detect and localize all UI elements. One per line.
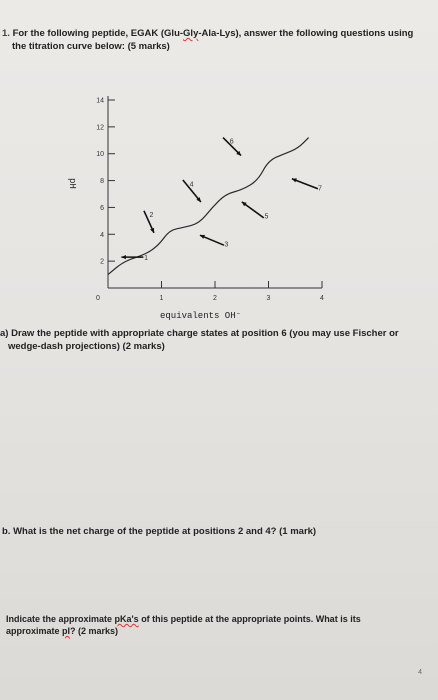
question-1-text-b: -Ala-Lys), answer the following questions using	[198, 28, 414, 39]
position-label-2: 2	[149, 212, 154, 220]
pi-word: pI	[62, 626, 71, 636]
question-c-text-d: ? (2 marks)	[70, 626, 119, 636]
x-tick-label: 2	[213, 295, 217, 302]
y-tick-label: 6	[100, 204, 104, 212]
y-axis-label: pH	[67, 178, 77, 189]
question-number: 1.	[2, 28, 10, 39]
position-label-6: 6	[229, 138, 234, 146]
position-label-1: 1	[144, 255, 149, 263]
y-tick-label: 14	[96, 97, 104, 105]
x-tick-label: 4	[320, 295, 324, 302]
question-a-text: Draw the peptide with appropriate charge states at position 6 (you may use Fischer or	[11, 328, 399, 339]
question-1-text-a: For the following peptide, EGAK (Glu-	[12, 28, 184, 39]
question-1-line-2: the titration curve below: (5 marks)	[12, 41, 170, 52]
position-label-4: 4	[189, 181, 194, 189]
y-tick-label: 12	[96, 124, 104, 132]
x-tick-label: 0	[96, 295, 100, 302]
position-label-3: 3	[224, 241, 229, 249]
chart-curve-layer	[108, 138, 309, 275]
page-number: 4	[418, 669, 422, 676]
question-b-text: What is the net charge of the peptide at positions 2 and 4? (1 mark)	[13, 526, 317, 537]
position-label-5: 5	[264, 213, 269, 221]
x-tick-label: 3	[266, 295, 271, 302]
x-axis-label: equivalents OH⁻	[160, 311, 242, 321]
question-c-text-c: approximate	[6, 626, 63, 636]
position-arrowhead-1	[121, 255, 126, 259]
question-a-marker: a)	[0, 328, 9, 339]
pkas-word: pKa's	[114, 614, 139, 624]
question-c-line-2	[6, 625, 118, 637]
y-tick-label: 4	[100, 231, 104, 239]
question-b-marker: b.	[2, 526, 11, 537]
question-a-line-2: wedge-dash projections) (2 marks)	[8, 341, 165, 352]
question-c-line-1	[6, 613, 361, 625]
question-c-text-a: Indicate the approximate	[6, 614, 115, 624]
titration-curve-chart	[0, 0, 438, 330]
gly-word: Gly	[183, 28, 199, 39]
x-tick-label: 1	[159, 295, 164, 302]
position-label-7: 7	[317, 185, 322, 193]
chart-ticks	[96, 98, 324, 303]
titration-curve-line	[108, 138, 309, 275]
y-tick-label: 10	[96, 151, 104, 159]
y-tick-label: 8	[100, 178, 104, 186]
chart-axes	[108, 96, 322, 288]
question-a-line-1	[0, 328, 399, 340]
chart-marker-layer	[121, 138, 322, 263]
question-b-line	[2, 526, 316, 538]
question-c-text-b: of this peptide at the appropriate points. What is its	[138, 614, 361, 624]
y-tick-label: 2	[100, 258, 104, 266]
